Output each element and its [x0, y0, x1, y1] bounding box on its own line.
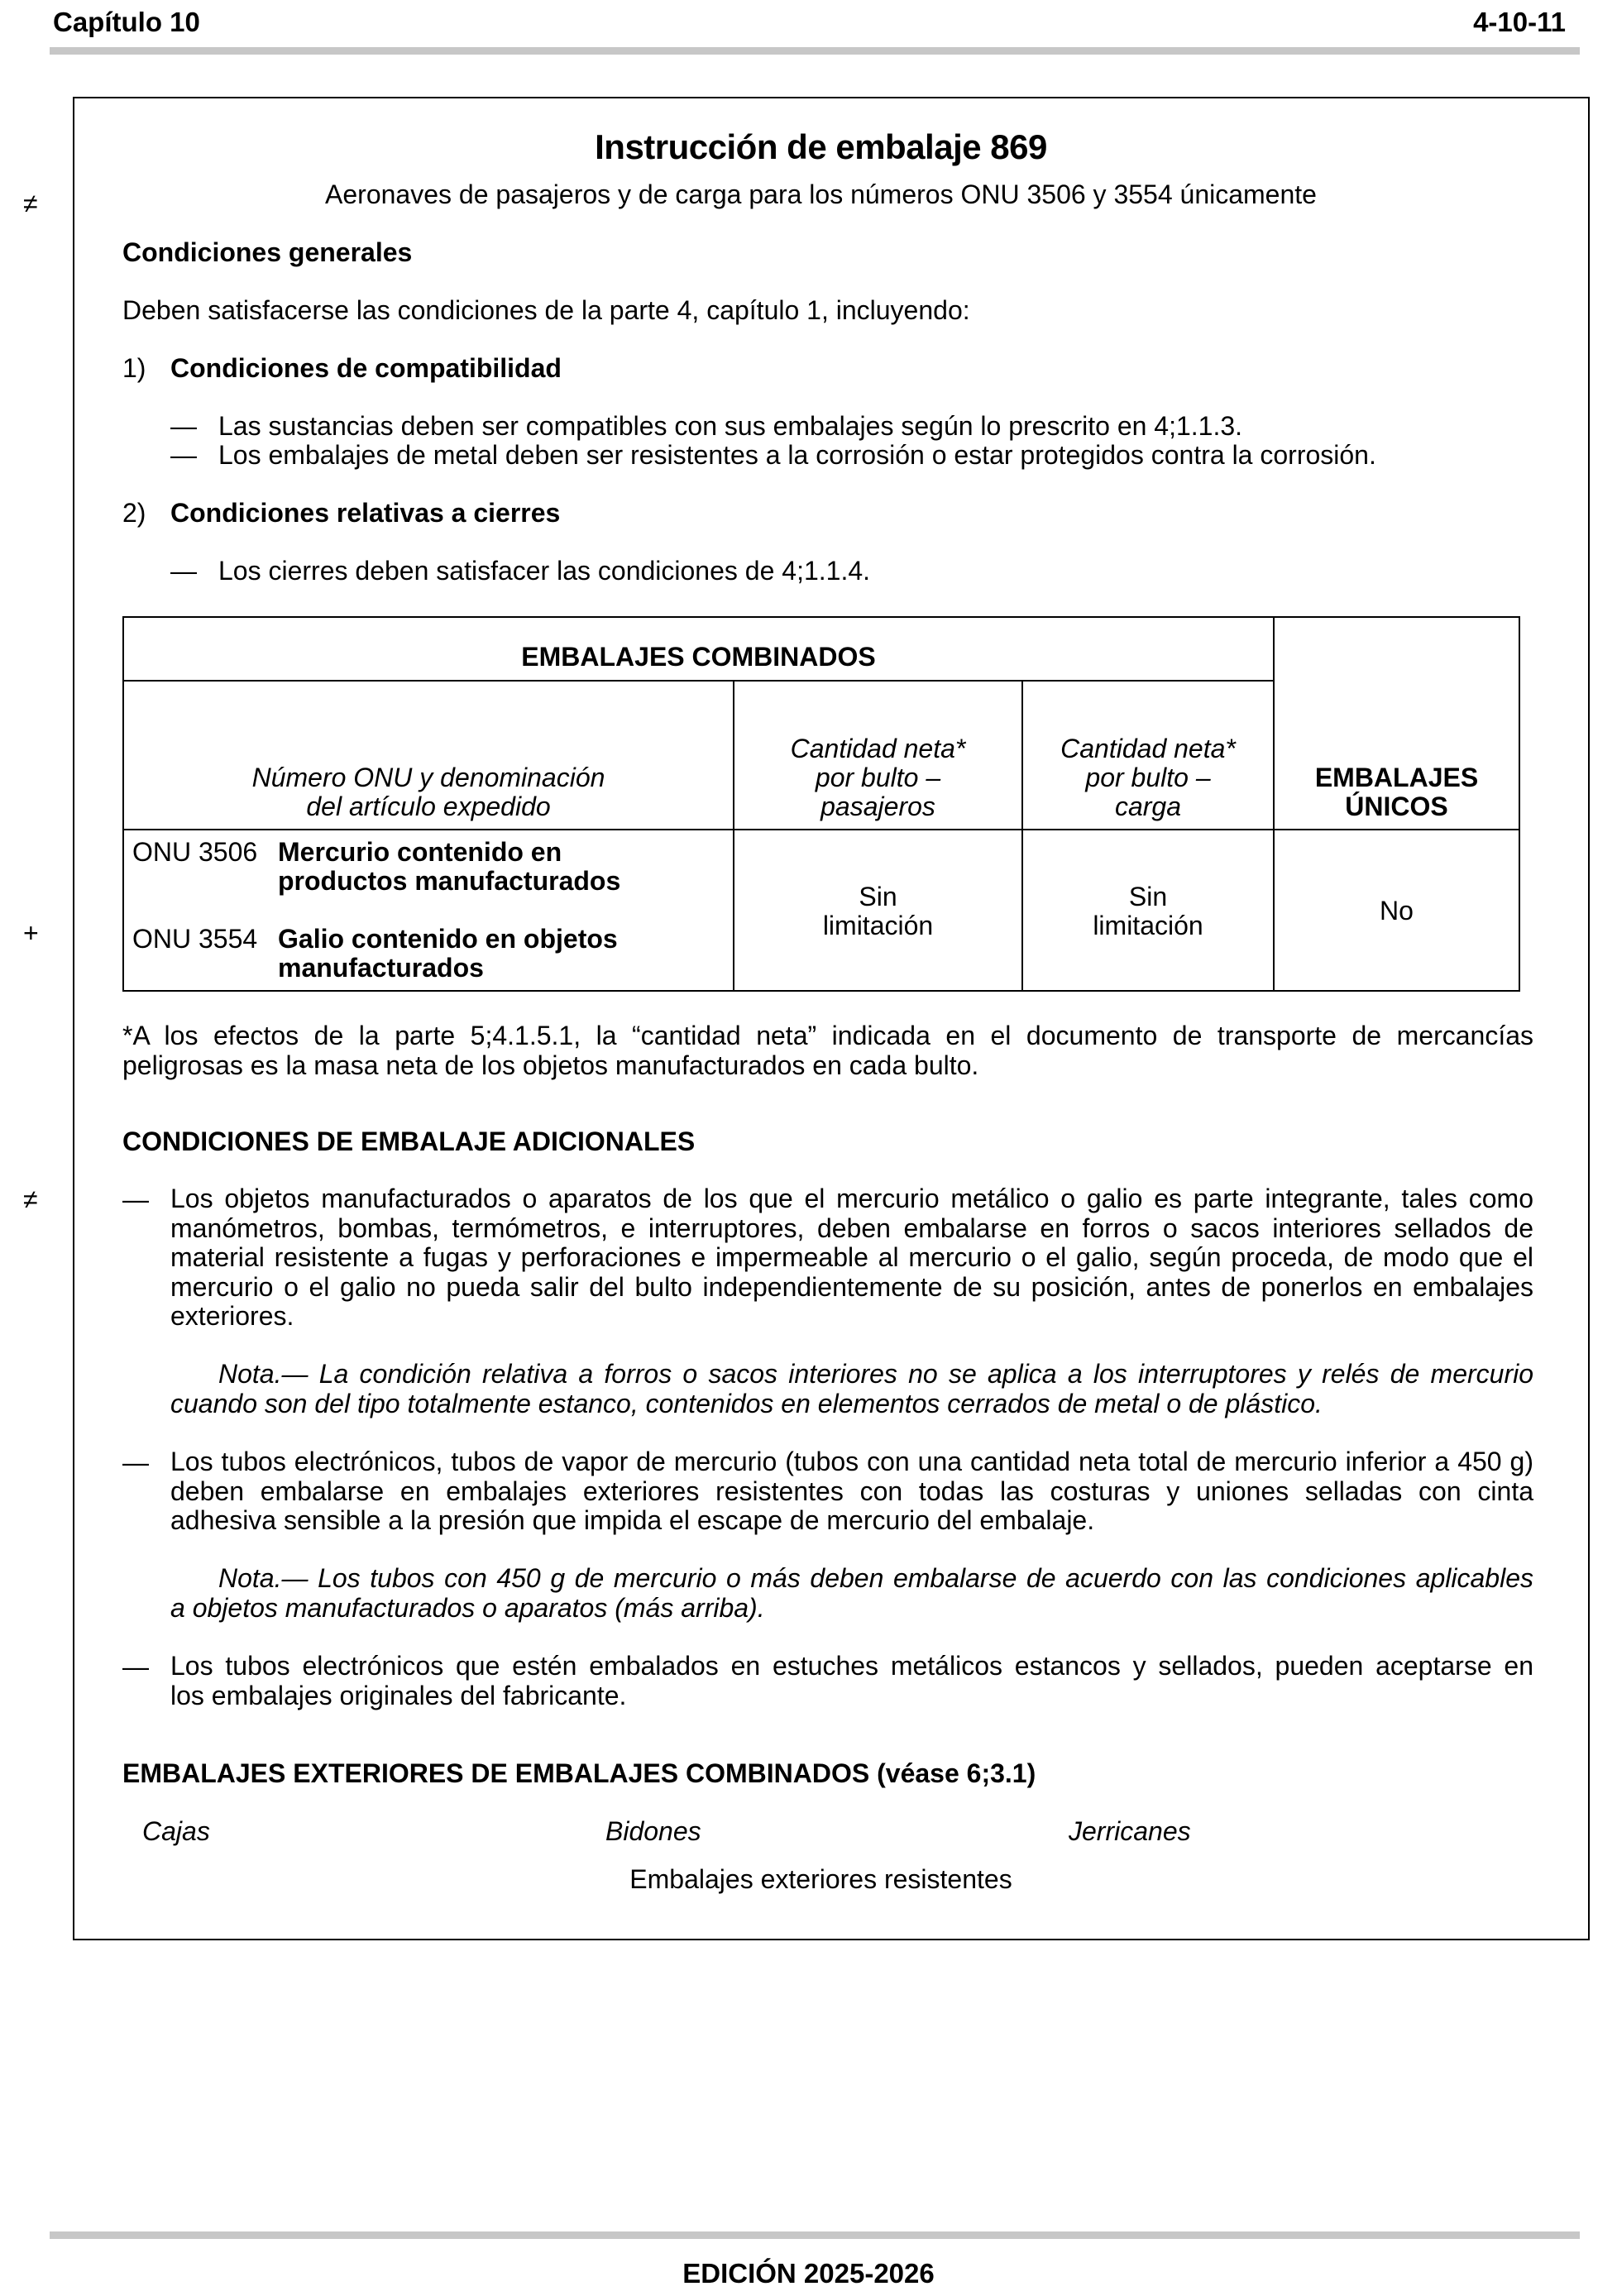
paragraph-line: manómetros, bombas, termómetros, e interruptores, deben embalarse en forros o sacos interiores sellados de — [170, 1213, 1533, 1243]
header-rule — [50, 47, 1580, 55]
closures-heading: Condiciones relativas a cierres — [170, 498, 561, 528]
item-number-2: 2) — [122, 498, 146, 528]
paragraph-line: mercurio o el galio no pueda salir del bulto independientemente de su posición, antes de ponerlos en embalajes — [170, 1271, 1533, 1302]
note-line: Nota.— La condición relativa a forros o sacos interiores no se aplica a los interruptores y relés de mercurio — [218, 1359, 1533, 1389]
note-1 — [170, 1360, 1533, 1418]
additional-paragraph-1 — [170, 1184, 1533, 1332]
general-conditions-intro: Deben satisfacerse las condiciones de la parte 4, capítulo 1, incluyendo: — [122, 295, 970, 325]
note-line: Nota.— Los tubos con 450 g de mercurio o más deben embalarse de acuerdo con las condiciones aplicables — [218, 1563, 1533, 1593]
paragraph-line: exteriores. — [170, 1301, 294, 1331]
additional-paragraph-3 — [170, 1652, 1533, 1710]
outer-packagings-heading: EMBALAJES EXTERIORES DE EMBALAJES COMBINADOS (véase 6;3.1) — [122, 1758, 1036, 1788]
outer-type-jerricans: Jerricanes — [1069, 1816, 1191, 1846]
margin-mark-table: + — [23, 918, 39, 948]
col-cargo-header-line2: por bulto – — [1085, 763, 1211, 792]
paragraph-line: los embalajes originales del fabricante. — [170, 1680, 627, 1710]
page-reference: 4-10-11 — [1473, 7, 1566, 37]
outer-type-boxes: Cajas — [142, 1816, 210, 1846]
margin-mark-title: ≠ — [23, 189, 38, 218]
instruction-title: Instrucción de embalaje 869 — [595, 127, 1047, 166]
col-passenger-header-line2: por bulto – — [815, 763, 941, 792]
col-cargo-header-line3: carga — [1114, 792, 1182, 821]
dash-bullet: — — [122, 1652, 149, 1681]
dash-bullet: — — [170, 556, 197, 586]
col-passenger-header-line1: Cantidad neta* — [790, 734, 966, 763]
single-packaging-value: No — [1380, 896, 1414, 926]
additional-paragraph-2 — [170, 1447, 1533, 1536]
col-un-header-line2: del artículo expedido — [306, 792, 551, 821]
margin-mark-additional: ≠ — [23, 1184, 38, 1214]
un-number: ONU 3554 — [132, 924, 258, 954]
compatibility-heading: Condiciones de compatibilidad — [170, 353, 562, 383]
footer-rule — [50, 2231, 1580, 2239]
instruction-subtitle: Aeronaves de pasajeros y de carga para los números ONU 3506 y 3554 únicamente — [325, 179, 1317, 209]
dash-bullet: — — [122, 1447, 149, 1477]
cargo-quantity-line1: Sin — [1128, 882, 1168, 911]
col-single-header-line2: ÚNICOS — [1345, 792, 1448, 821]
outer-material: Embalajes exteriores resistentes — [629, 1864, 1012, 1894]
col-single-header-line1: EMBALAJES — [1314, 763, 1479, 792]
footnote-line: peligrosas es la masa neta de los objetos manufacturados en cada bulto. — [122, 1050, 979, 1080]
note-2 — [170, 1564, 1533, 1623]
cargo-quantity-line2: limitación — [1093, 911, 1203, 940]
combined-packaging-header: EMBALAJES COMBINADOS — [521, 642, 876, 672]
edition-footer: EDICIÓN 2025-2026 — [682, 2258, 935, 2289]
item-number-1: 1) — [122, 353, 146, 383]
paragraph-line: Los tubos electrónicos que estén embalados en estuches metálicos estancos y sellados, pueden aceptarse en — [170, 1651, 1533, 1681]
dash-bullet: — — [170, 440, 197, 470]
passenger-quantity-line1: Sin — [859, 882, 897, 911]
passenger-quantity-line2: limitación — [822, 911, 934, 940]
paragraph-line: deben embalarse en embalajes exteriores resistentes con todas las costuras y uniones selladas con cinta — [170, 1476, 1533, 1506]
dash-bullet: — — [170, 411, 197, 441]
paragraph-line: Los objetos manufacturados o aparatos de los que el mercurio metálico o galio es parte integrante, tales como — [170, 1184, 1533, 1213]
note-line: a objetos manufacturados o aparatos (más arriba). — [170, 1592, 765, 1623]
article-name-line1: Galio contenido en objetos — [278, 924, 618, 954]
dash-bullet: — — [122, 1184, 149, 1214]
compatibility-bullet-1: Las sustancias deben ser compatibles con sus embalajes según lo prescrito en 4;1.1.3. — [218, 411, 1243, 441]
net-quantity-footnote — [122, 1021, 1533, 1080]
outer-type-drums: Bidones — [605, 1816, 701, 1846]
closures-bullet-1: Los cierres deben satisfacer las condiciones de 4;1.1.4. — [218, 556, 871, 586]
chapter-label: Capítulo 10 — [53, 7, 200, 37]
col-un-header-line1: Número ONU y denominación — [251, 763, 605, 792]
article-name-line2: manufacturados — [278, 953, 484, 983]
footnote-line: *A los efectos de la parte 5;4.1.5.1, la “cantidad neta” indicada en el documento de transporte de mercancías — [122, 1021, 1533, 1050]
paragraph-line: adhesiva sensible a la presión que impida el escape de mercurio del embalaje. — [170, 1505, 1095, 1535]
note-line: cuando son del tipo totalmente estanco, contenidos en elementos cerrados de metal o de plástico. — [170, 1388, 1323, 1418]
col-passenger-header-line3: pasajeros — [820, 792, 935, 821]
un-number: ONU 3506 — [132, 837, 258, 867]
col-cargo-header-line1: Cantidad neta* — [1060, 734, 1236, 763]
article-name-line1: Mercurio contenido en — [278, 837, 562, 867]
compatibility-bullet-2: Los embalajes de metal deben ser resistentes a la corrosión o estar protegidos contra la corrosión. — [218, 440, 1376, 470]
additional-conditions-heading: CONDICIONES DE EMBALAJE ADICIONALES — [122, 1126, 696, 1156]
paragraph-line: material resistente a fugas y perforaciones e impermeable al mercurio o el galio, según proceda, de modo que el — [170, 1242, 1533, 1272]
paragraph-line: Los tubos electrónicos, tubos de vapor de mercurio (tubos con una cantidad neta total de mercurio inferior a 450 g) — [170, 1447, 1533, 1476]
general-conditions-heading: Condiciones generales — [122, 237, 413, 267]
article-name-line2: productos manufacturados — [278, 866, 621, 896]
